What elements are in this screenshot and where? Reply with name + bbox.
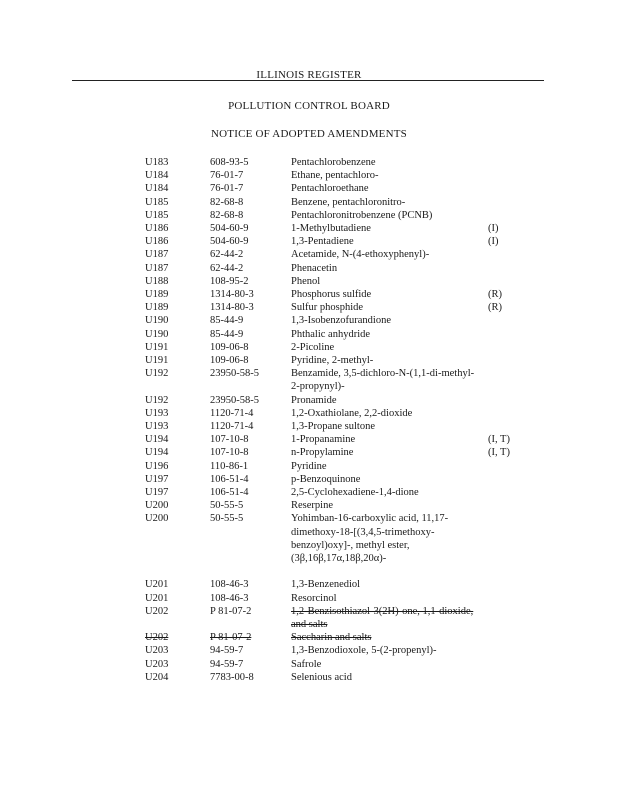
table-row [0, 446, 618, 459]
substance-name: Saccharin and salts [291, 632, 372, 644]
cas-number: 50-55-5 [210, 500, 244, 512]
waste-code: U201 [145, 592, 169, 604]
substance-name: 1-Methylbutadiene [291, 223, 371, 235]
substance-name: 1,2-Oxathiolane, 2,2-dioxide [291, 407, 413, 419]
waste-code: U202 [145, 632, 169, 644]
table-row [0, 394, 618, 407]
waste-code: U187 [145, 262, 169, 274]
waste-code: U203 [145, 658, 169, 670]
table-row [0, 196, 618, 209]
substance-name: Phenol [291, 275, 321, 287]
waste-code: U185 [145, 209, 169, 221]
substance-name: p-Benzoquinone [291, 473, 361, 485]
cas-number: 504-60-9 [210, 236, 249, 248]
substance-name: Sulfur phosphide [291, 302, 364, 314]
waste-code: U197 [145, 487, 169, 499]
table-row [0, 486, 618, 499]
cas-number: 109-06-8 [210, 355, 249, 367]
substance-name: Resorcinol [291, 592, 337, 604]
table-row [0, 658, 618, 671]
table-row [0, 407, 618, 420]
cas-number: 106-51-4 [210, 473, 249, 485]
substance-name: Benzamide, 3,5-dichloro-N-(1,1-di-methyl-2-propynyl)- [291, 368, 475, 393]
table-row [0, 314, 618, 327]
cas-number: P 81-07-2 [210, 632, 252, 644]
waste-code: U203 [145, 645, 169, 657]
substance-name: 1-Propanamine [291, 434, 356, 446]
hazard-code: (R) [488, 302, 502, 314]
cas-number: 504-60-9 [210, 223, 249, 235]
hazard-code: (I) [488, 236, 499, 248]
waste-code: U188 [145, 275, 169, 287]
substance-name: Safrole [291, 658, 322, 670]
substance-name: Reserpine [291, 500, 333, 512]
table-row [0, 499, 618, 512]
board-name: POLLUTION CONTROL BOARD [228, 100, 390, 112]
table-row [0, 288, 618, 301]
cas-number: 108-46-3 [210, 579, 249, 591]
waste-code-table [0, 156, 618, 684]
table-row [0, 222, 618, 235]
table-row [0, 367, 618, 393]
substance-name: Pentachloroethane [291, 183, 369, 195]
table-row [0, 328, 618, 341]
substance-name: 1,3-Benzenediol [291, 579, 361, 591]
cas-number: 608-93-5 [210, 157, 249, 168]
substance-name: Pyridine, 2-methyl- [291, 355, 374, 367]
table-row [0, 301, 618, 314]
table-row [0, 156, 618, 169]
cas-number: 62-44-2 [210, 262, 244, 274]
waste-code: U189 [145, 289, 169, 301]
substance-name: Ethane, pentachloro- [291, 170, 379, 182]
table-row [0, 235, 618, 248]
waste-code: U187 [145, 249, 169, 261]
table-row [0, 209, 618, 222]
substance-name: 1,3-Isobenzofurandione [291, 315, 392, 327]
table-row [0, 631, 618, 644]
cas-number: 23950-58-5 [210, 368, 259, 380]
substance-name: 1,3-Benzodioxole, 5-(2-propenyl)- [291, 645, 437, 657]
cas-number: 50-55-5 [210, 513, 244, 525]
table-row [0, 671, 618, 684]
cas-number: 82-68-8 [210, 209, 244, 221]
waste-code: U192 [145, 394, 169, 406]
table-row [0, 460, 618, 473]
table-row [0, 262, 618, 275]
table-row [0, 275, 618, 288]
waste-code: U191 [145, 355, 169, 367]
cas-number: P 81-07-2 [210, 605, 252, 617]
waste-code: U194 [145, 447, 169, 459]
hazard-code: (I, T) [488, 434, 510, 446]
cas-number: 76-01-7 [210, 170, 244, 182]
substance-name: Yohimban-16-carboxylic acid, 11,17-dimethoxy-18-[(3,4,5-trimethoxy-benzoyl)oxy]-, methyl ester, (3β,16β,17α,18β,20α)- [291, 513, 449, 565]
cas-number: 1314-80-3 [210, 289, 254, 301]
waste-code: U204 [145, 671, 169, 683]
waste-code: U201 [145, 579, 169, 591]
cas-number: 1120-71-4 [210, 421, 254, 433]
substance-name: Benzene, pentachloronitro- [291, 196, 406, 208]
table-row [0, 512, 618, 578]
cas-number: 107-10-8 [210, 434, 249, 446]
table-row [0, 605, 618, 631]
table-row [0, 182, 618, 195]
cas-number: 106-51-4 [210, 487, 249, 499]
substance-name: 2-Picoline [291, 341, 335, 353]
waste-code: U184 [145, 170, 169, 182]
substance-name: Pentachlorobenzene [291, 157, 376, 168]
register-title: ILLINOIS REGISTER [256, 69, 362, 81]
substance-name: Selenious acid [291, 671, 352, 683]
table-row [0, 473, 618, 486]
waste-code: U186 [145, 236, 169, 248]
table-row [0, 578, 618, 591]
waste-code: U200 [145, 513, 169, 525]
substance-name: Pentachloronitrobenzene (PCNB) [291, 209, 433, 221]
cas-number: 85-44-9 [210, 315, 244, 327]
waste-code: U196 [145, 460, 169, 472]
waste-code: U200 [145, 500, 169, 512]
table-row [0, 420, 618, 433]
waste-code: U186 [145, 223, 169, 235]
substance-name: Acetamide, N-(4-ethoxyphenyl)- [291, 249, 430, 261]
substance-name: n-Propylamine [291, 447, 354, 459]
substance-name: 2,5-Cyclohexadiene-1,4-dione [291, 487, 419, 499]
cas-number: 1120-71-4 [210, 407, 254, 419]
table-row [0, 341, 618, 354]
waste-code: U189 [145, 302, 169, 314]
hazard-code: (R) [488, 289, 502, 301]
table-row [0, 248, 618, 261]
waste-code: U185 [145, 196, 169, 208]
cas-number: 7783-00-8 [210, 671, 254, 683]
table-row [0, 354, 618, 367]
cas-number: 85-44-9 [210, 328, 244, 340]
cas-number: 1314-80-3 [210, 302, 254, 314]
substance-name: Pyridine [291, 460, 327, 472]
substance-name: 1,3-Pentadiene [291, 236, 354, 248]
waste-code: U193 [145, 421, 169, 433]
substance-name: Phenacetin [291, 262, 338, 274]
waste-code: U191 [145, 341, 169, 353]
header-rule [72, 80, 544, 81]
cas-number: 107-10-8 [210, 447, 249, 459]
waste-code: U192 [145, 368, 169, 380]
hazard-code: (I) [488, 223, 499, 235]
waste-code: U197 [145, 473, 169, 485]
hazard-code: (I, T) [488, 447, 510, 459]
cas-number: 76-01-7 [210, 183, 244, 195]
waste-code: U190 [145, 328, 169, 340]
waste-code: U202 [145, 605, 169, 617]
substance-name: 1,2-Benzisothiazol-3(2H)-one, 1,1-dioxide, and salts [291, 605, 474, 631]
substance-name: Phosphorus sulfide [291, 289, 372, 301]
waste-code: U190 [145, 315, 169, 327]
cas-number: 110-86-1 [210, 460, 249, 472]
table-row [0, 644, 618, 657]
notice-title: NOTICE OF ADOPTED AMENDMENTS [211, 128, 407, 140]
waste-code: U183 [145, 157, 169, 168]
substance-name: Pronamide [291, 394, 337, 406]
cas-number: 94-59-7 [210, 658, 244, 670]
cas-number: 109-06-8 [210, 341, 249, 353]
cas-number: 108-46-3 [210, 592, 249, 604]
table-row [0, 433, 618, 446]
table-row [0, 169, 618, 182]
cas-number: 108-95-2 [210, 275, 249, 287]
substance-name: Phthalic anhydride [291, 328, 371, 340]
waste-code: U184 [145, 183, 169, 195]
waste-code: U193 [145, 407, 169, 419]
cas-number: 82-68-8 [210, 196, 244, 208]
cas-number: 62-44-2 [210, 249, 244, 261]
table-row [0, 592, 618, 605]
waste-code: U194 [145, 434, 169, 446]
cas-number: 94-59-7 [210, 645, 244, 657]
substance-name: 1,3-Propane sultone [291, 421, 375, 433]
cas-number: 23950-58-5 [210, 394, 259, 406]
